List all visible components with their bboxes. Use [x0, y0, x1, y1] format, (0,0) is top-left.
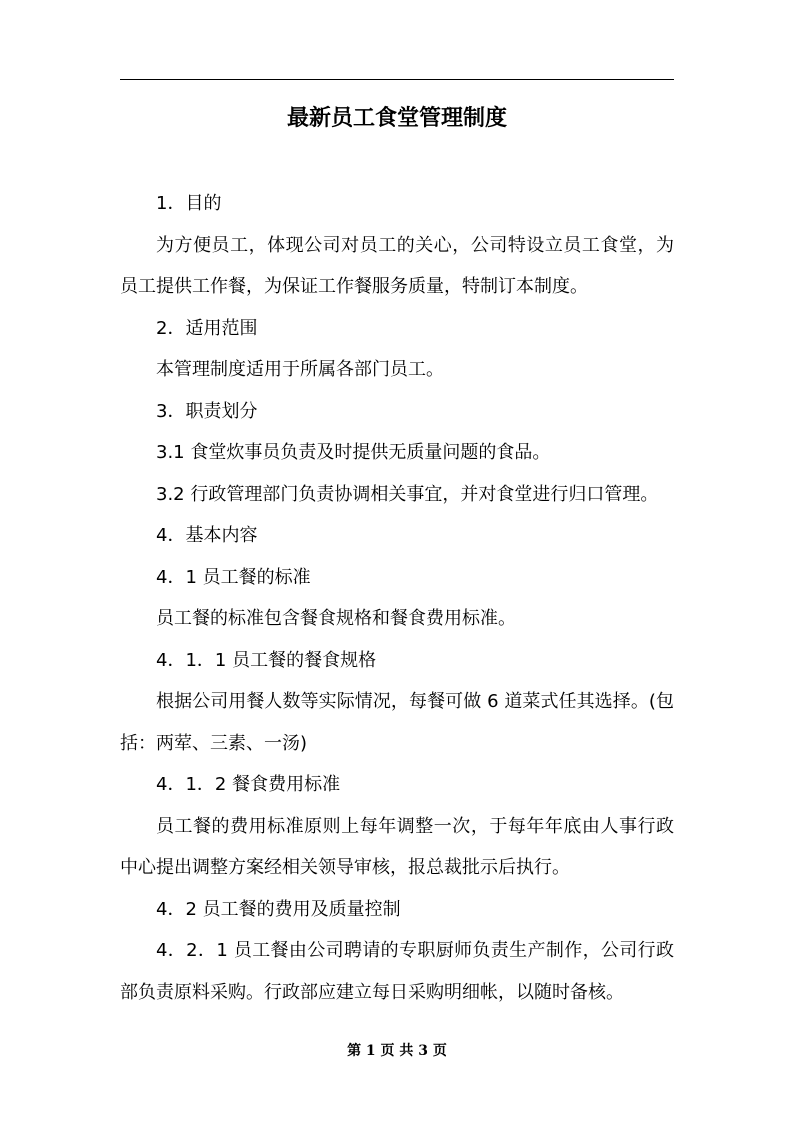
subsection-heading-4-1: 4．1 员工餐的标准 — [156, 566, 311, 588]
header-rule — [120, 79, 674, 80]
document-title: 最新员工食堂管理制度 — [286, 106, 507, 131]
section-heading-basic-content: 4．基本内容 — [156, 525, 258, 546]
section-heading-scope: 2．适用范围 — [156, 317, 258, 339]
section-heading-purpose: 1．目的 — [156, 193, 222, 214]
paragraph-meal-standard: 员工餐的标准包含餐食规格和餐食费用标准。 — [156, 608, 516, 629]
subsection-heading-4-2: 4．2 员工餐的费用及质量控制 — [156, 898, 401, 920]
paragraph-meal-specification: 根据公司用餐人数等实际情况，每餐可做 6 道菜式任其选择。(包括：两荤、三素、一汤) — [120, 691, 674, 754]
paragraph-meal-cost: 员工餐的费用标准原则上每年调整一次，于每年年底由人事行政中心提出调整方案经相关领导审核，报总裁批示后执行。 — [120, 815, 674, 878]
paragraph-4-2-1: 4．2．1 员工餐由公司聘请的专职厨师负责生产制作，公司行政部负责原料采购。行政部应建立每日采购明细帐，以随时备核。 — [120, 940, 674, 1003]
subsection-heading-4-1-2: 4．1．2 餐食费用标准 — [156, 774, 341, 795]
paragraph-responsibility-3-2: 3.2 行政管理部门负责协调相关事宜，并对食堂进行归口管理。 — [156, 483, 659, 505]
paragraph-scope: 本管理制度适用于所属各部门员工。 — [156, 359, 444, 380]
page-number-footer: 第 1 页 共 3 页 — [347, 1043, 447, 1059]
section-heading-responsibilities: 3．职责划分 — [156, 400, 258, 422]
paragraph-responsibility-3-1: 3.1 食堂炊事员负责及时提供无质量问题的食品。 — [156, 442, 551, 463]
subsection-heading-4-1-1: 4．1．1 员工餐的餐食规格 — [156, 649, 377, 671]
document-body — [120, 183, 674, 1013]
paragraph-purpose: 为方便员工，体现公司对员工的关心，公司特设立员工食堂，为员工提供工作餐，为保证工作餐服务质量，特制订本制度。 — [120, 234, 674, 297]
